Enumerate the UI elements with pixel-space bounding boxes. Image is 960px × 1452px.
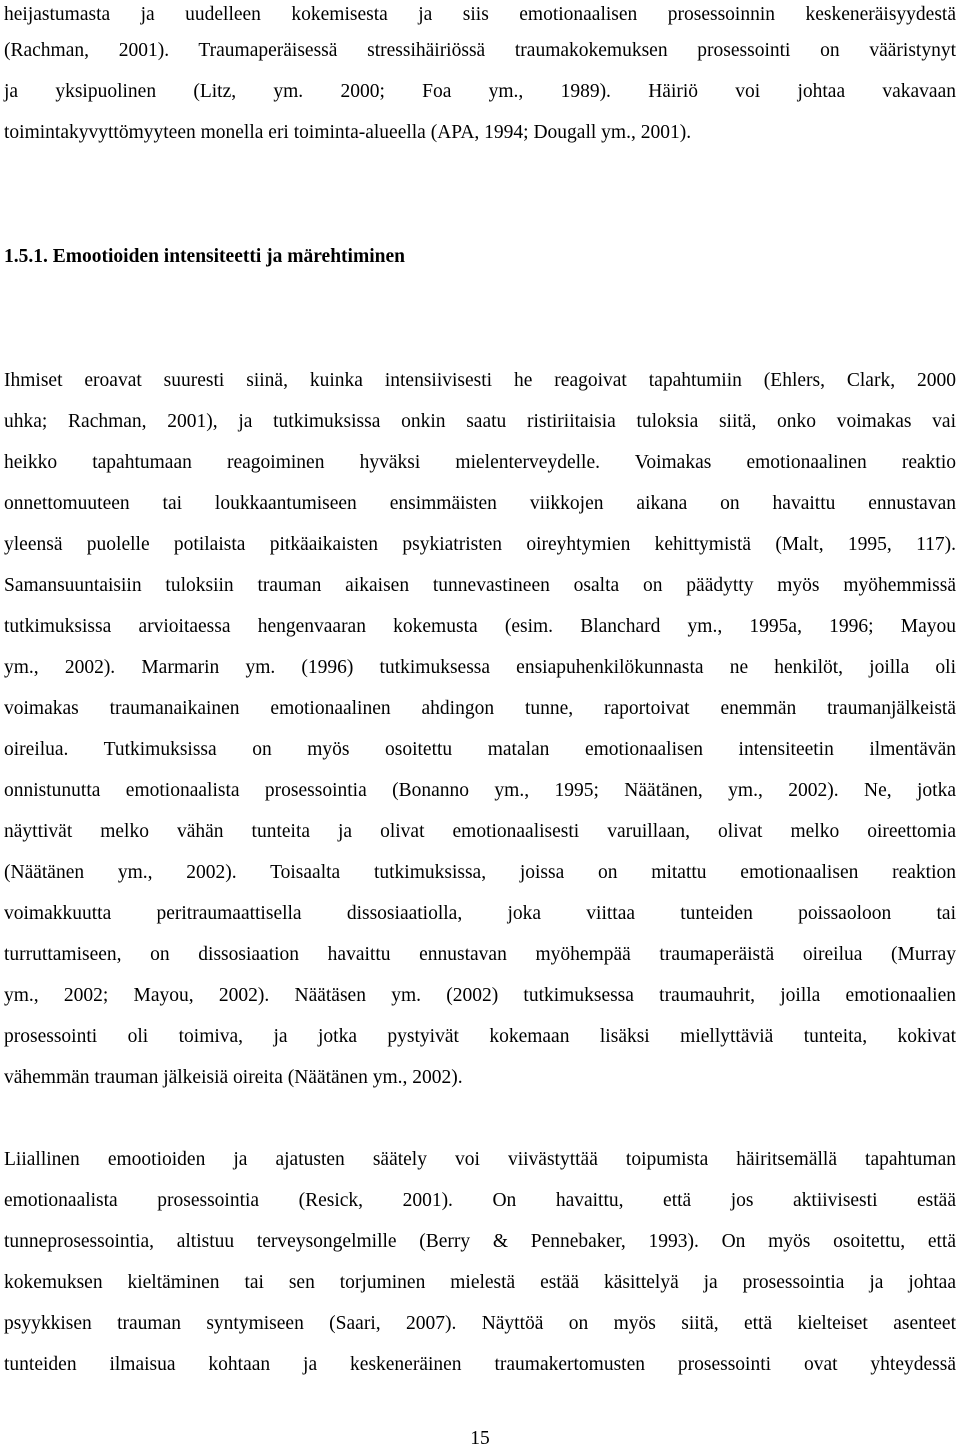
text-line: vähemmän trauman jälkeisiä oireita (Näätänen ym., 2002). <box>4 1067 463 1088</box>
text-line: psyykkisen trauman syntymiseen (Saari, 2007). Näyttöä on myös siitä, että kielteiset asenteet <box>4 1313 956 1334</box>
text-line: tunneprosessointia, altistuu terveysongelmille (Berry & Pennebaker, 1993). On myös osoitettu, että <box>4 1231 956 1252</box>
text-line: tunteiden ilmaisua kohtaan ja keskeneräinen traumakertomusten prosessointi ovat yhteydessä <box>4 1354 956 1375</box>
text-line: ym., 2002). Marmarin ym. (1996) tutkimuksessa ensiapuhenkilökunnasta ne henkilöt, joilla oli <box>4 657 956 678</box>
text-line: Ihmiset eroavat suuresti siinä, kuinka intensiivisesti he reagoivat tapahtumiin (Ehlers, Clark, 2000 <box>4 370 956 391</box>
section-heading: 1.5.1. Emootioiden intensiteetti ja märehtiminen <box>4 246 405 267</box>
text-line: (Näätänen ym., 2002). Toisaalta tutkimuksissa, joissa on mitattu emotionaalisen reaktion <box>4 862 956 883</box>
text-line: onnettomuuteen tai loukkaantumiseen ensimmäisten viikkojen aikana on havaittu ennustavan <box>4 493 956 514</box>
text-line: prosessointi oli toimiva, ja jotka pystyivät kokemaan lisäksi miellyttäviä tunteita, kokivat <box>4 1026 956 1047</box>
text-line: Samansuuntaisiin tuloksiin trauman aikaisen tunnevastineen osalta on päädytty myös myöhemmissä <box>4 575 956 596</box>
text-line: oireilua. Tutkimuksissa on myös osoitettu matalan emotionaalisen intensiteetin ilmentävän <box>4 739 956 760</box>
text-line: uhka; Rachman, 2001), ja tutkimuksissa onkin saatu ristiriitaisia tuloksia siitä, onko voimakas vai <box>4 411 956 432</box>
text-line: heikko tapahtumaan reagoiminen hyväksi mielenterveydelle. Voimakas emotionaalinen reaktio <box>4 452 956 473</box>
text-line: ja yksipuolinen (Litz, ym. 2000; Foa ym., 1989). Häiriö voi johtaa vakavaan <box>4 81 956 102</box>
text-line: toimintakyvyttömyyteen monella eri toiminta-alueella (APA, 1994; Dougall ym., 2001). <box>4 122 692 143</box>
text-line: ym., 2002; Mayou, 2002). Näätäsen ym. (2002) tutkimuksessa traumauhrit, joilla emotionaalien <box>4 985 956 1006</box>
text-line: turruttamiseen, on dissosiaation havaittu ennustavan myöhempää traumaperäistä oireilua (Murray <box>4 944 956 965</box>
text-line: (Rachman, 2001). Traumaperäisessä stressihäiriössä traumakokemuksen prosessointi on vääristynyt <box>4 40 956 61</box>
text-line: näyttivät melko vähän tunteita ja olivat emotionaalisesti varuillaan, olivat melko oireettomia <box>4 821 956 842</box>
text-line: voimakas traumanaikainen emotionaalinen ahdingon tunne, raportoivat enemmän traumanjälkeistä <box>4 698 956 719</box>
text-line: kokemuksen kieltäminen tai sen torjuminen mielestä estää käsittelyä ja prosessointia ja johtaa <box>4 1272 956 1293</box>
text-line: heijastumasta ja uudelleen kokemisesta ja siis emotionaalisen prosessoinnin keskeneräisyydestä <box>4 4 956 25</box>
text-line: tutkimuksissa arvioitaessa hengenvaaran kokemusta (esim. Blanchard ym., 1995a, 1996; Mayou <box>4 616 956 637</box>
page-number: 15 <box>470 1428 490 1449</box>
text-line: yleensä puolelle potilaista pitkäaikaisten psykiatristen oireyhtymien kehittymistä (Malt, 1995, 117). <box>4 534 956 555</box>
text-line: onnistunutta emotionaalista prosessointia (Bonanno ym., 1995; Näätänen, ym., 2002). Ne, jotka <box>4 780 956 801</box>
text-line: voimakkuutta peritraumaattisella dissosiaatiolla, joka viittaa tunteiden poissaoloon tai <box>4 903 956 924</box>
text-line: Liiallinen emootioiden ja ajatusten säätely voi viivästyttää toipumista häiritsemällä tapahtuman <box>4 1149 956 1170</box>
text-line: emotionaalista prosessointia (Resick, 2001). On havaittu, että jos aktiivisesti estää <box>4 1190 956 1211</box>
